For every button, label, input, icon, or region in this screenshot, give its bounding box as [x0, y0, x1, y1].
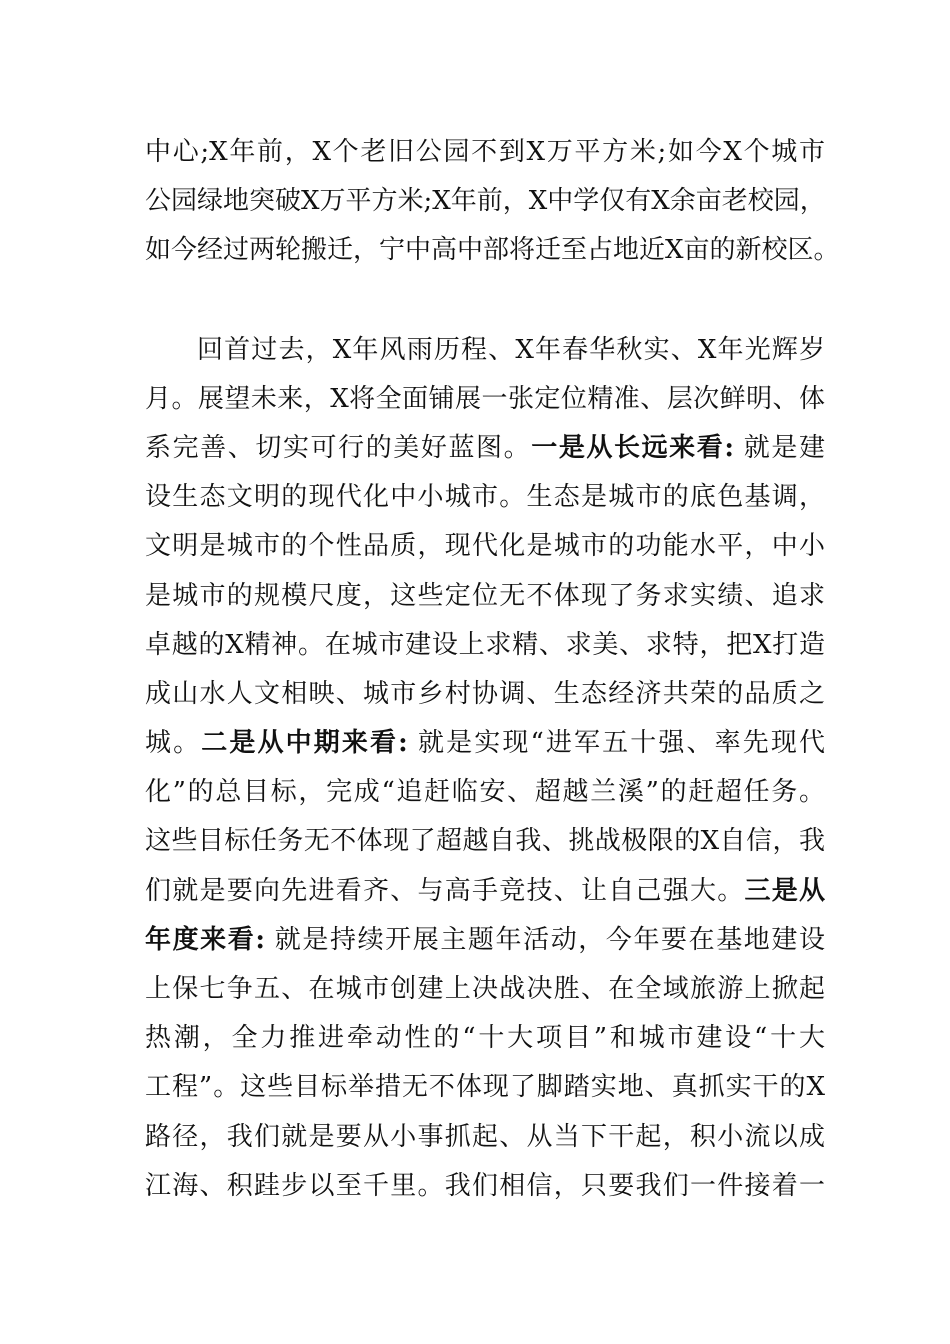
paragraph-2-line-9 — [145, 719, 825, 768]
heading-long-term: 一是从长远来看: — [531, 432, 734, 463]
line-9-tail: 就是实现“进军五十强、率先现代 — [407, 728, 825, 759]
paragraph-2-line-6: 是城市的规模尺度，这些定位无不体现了务求实绩、追求 — [145, 580, 825, 611]
line-9-text: 城。 — [145, 728, 202, 759]
line-12-text: 们就是要向先进看齐、与高手竞技、让自己强大。 — [145, 875, 745, 906]
paragraph-2-line-3 — [145, 424, 825, 473]
paragraph-2-line-13 — [145, 916, 825, 965]
paragraph-1-line-2: 公园绿地突破X万平方米;X年前，X中学仅有X余亩老校园， — [145, 186, 826, 217]
paragraph-2-line-1: 回首过去，X年风雨历程、X年春华秋实、X年光辉岁 — [197, 334, 825, 365]
line-3-tail: 就是建 — [733, 432, 825, 463]
paragraph-2-line-14: 上保七争五、在城市创建上决战决胜、在全域旅游上掀起 — [145, 974, 825, 1004]
line-13-tail: 就是持续开展主题年活动，今年要在基地建设 — [264, 924, 825, 955]
heading-mid-term: 二是从中期来看: — [201, 728, 408, 759]
paragraph-2-line-16: 工程”。这些目标举措无不体现了脚踏实地、真抓实干的X — [145, 1072, 825, 1103]
paragraph-2-line-11: 这些目标任务无不体现了超越自我、挑战极限的X自信，我 — [145, 826, 825, 857]
document-body — [145, 128, 840, 1211]
paragraph-2-line-17: 路径，我们就是要从小事抓起、从当下干起，积小流以成 — [145, 1121, 825, 1152]
heading-annual-start: 三是从 — [744, 875, 825, 906]
paragraph-2-line-7: 卓越的X精神。在城市建设上求精、求美、求特，把X打造 — [145, 629, 825, 660]
paragraph-1-line-1: 中心;X年前，X个老旧公园不到X万平方米;如今X个城市 — [145, 137, 825, 167]
paragraph-gap — [145, 276, 825, 326]
line-3-text: 系完善、切实可行的美好蓝图。 — [145, 432, 532, 463]
paragraph-2-line-8: 成山水人文相映、城市乡村协调、生态经济共荣的品质之 — [145, 678, 825, 709]
paragraph-2-line-12 — [145, 867, 825, 916]
paragraph-2-line-18: 江海、积跬步以至千里。我们相信，只要我们一件接着一 — [145, 1170, 825, 1201]
paragraph-2-line-5: 文明是城市的个性品质，现代化是城市的功能水平，中小 — [145, 531, 825, 562]
paragraph-2-line-2: 月。展望未来，X将全面铺展一张定位精准、层次鲜明、体 — [145, 383, 825, 414]
heading-annual-end: 年度来看: — [145, 924, 265, 955]
paragraph-2-line-15: 热潮，全力推进牵动性的“十大项目”和城市建设“十大 — [145, 1023, 825, 1054]
paragraph-1-line-3: 如今经过两轮搬迁，宁中高中部将迁至占地近X亩的新校区。 — [145, 235, 840, 266]
paragraph-2-line-4: 设生态文明的现代化中小城市。生态是城市的底色基调， — [145, 482, 825, 513]
paragraph-2-line-10: 化”的总目标，完成“追赶临安、超越兰溪”的赶超任务。 — [145, 777, 825, 808]
